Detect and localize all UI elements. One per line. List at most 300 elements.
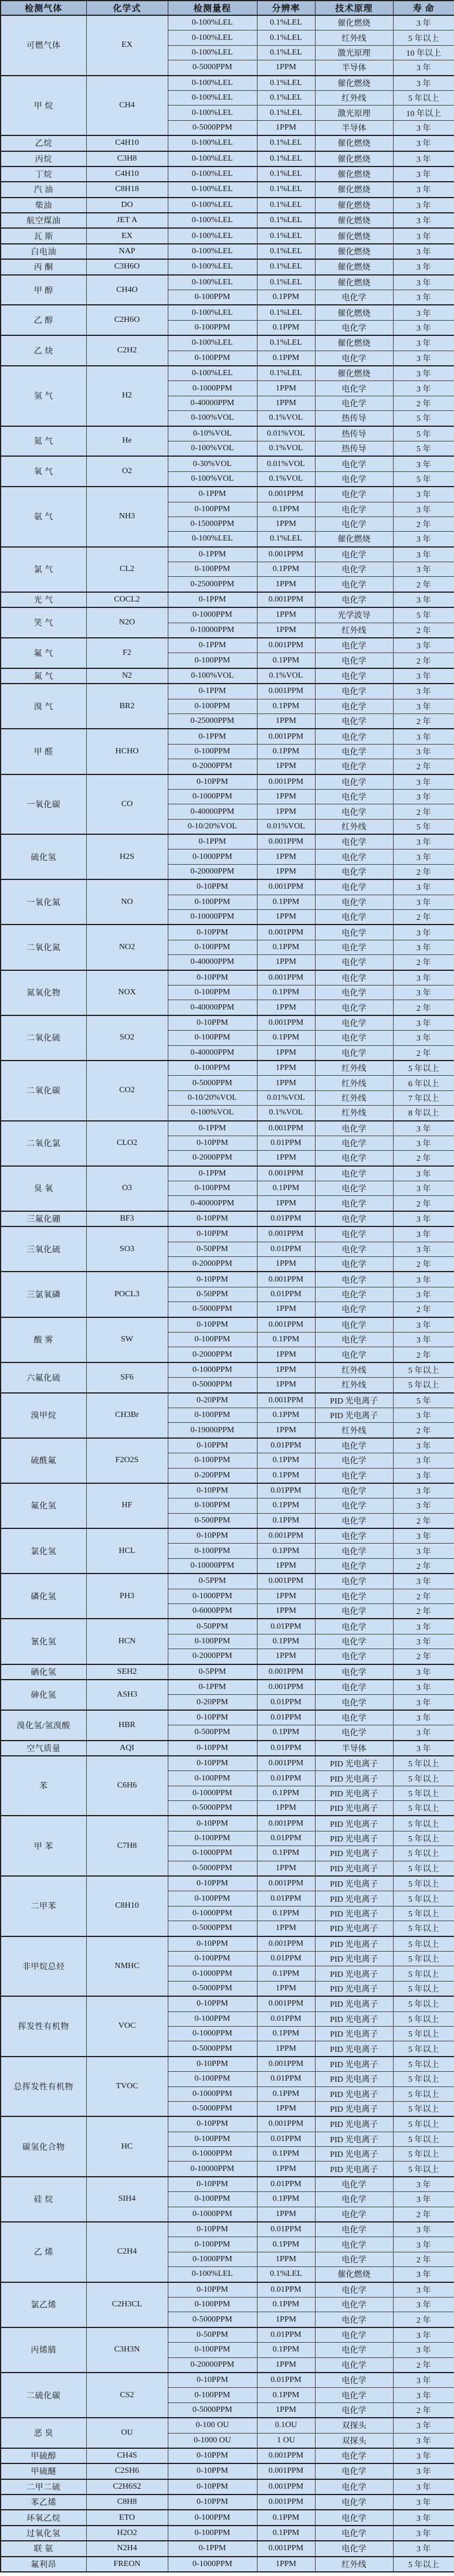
gas-name-cell: 酸 雾 — [1, 1317, 86, 1362]
header-row — [1, 1, 454, 15]
gas-name-cell: 硅 烷 — [1, 2177, 86, 2222]
column-header-lifespan: 寿 命 — [393, 1, 454, 15]
principle-cell: 催化燃烧 — [315, 2267, 393, 2282]
resolution-cell: 1PPM — [257, 713, 315, 729]
principle-cell: 电化学 — [315, 1347, 393, 1362]
gas-name-cell: 甲 醇 — [1, 275, 86, 305]
principle-cell: 电化学 — [315, 925, 393, 940]
formula-cell: NOX — [86, 970, 168, 1015]
range-cell: 0-10PPM — [168, 1438, 257, 1453]
resolution-cell: 0.1PPM — [257, 653, 315, 668]
table-row — [1, 1362, 454, 1378]
lifespan-cell: 3 年 — [393, 668, 454, 684]
principle-cell: 电化学 — [315, 577, 393, 592]
lifespan-cell: 3 年 — [393, 744, 454, 759]
range-cell: 0-100PPM — [168, 290, 257, 305]
principle-cell: 电化学 — [315, 2448, 393, 2463]
resolution-cell: 0.001PPM — [257, 2448, 315, 2463]
lifespan-cell: 5 年以上 — [393, 2147, 454, 2162]
formula-cell: CL2 — [86, 547, 168, 592]
range-cell: 0-10PPM — [168, 1483, 257, 1498]
formula-cell: SW — [86, 1317, 168, 1362]
lifespan-cell: 3 年 — [393, 638, 454, 653]
range-cell: 0-10PPM — [168, 2177, 257, 2192]
principle-cell: 电化学 — [315, 562, 393, 577]
lifespan-cell: 6 年以上 — [393, 1076, 454, 1090]
principle-cell: 电化学 — [315, 1015, 393, 1031]
gas-name-cell: 甲 烷 — [1, 76, 86, 136]
principle-cell: 电化学 — [315, 834, 393, 849]
table-row — [1, 244, 454, 259]
principle-cell: 电化学 — [315, 1513, 393, 1528]
resolution-cell: 1PPM — [257, 60, 315, 76]
formula-cell: JET A — [86, 213, 168, 228]
range-cell: 0-100%LEL — [168, 532, 257, 547]
range-cell: 0-100PPM — [168, 1498, 257, 1513]
lifespan-cell: 3 年 — [393, 2541, 454, 2556]
range-cell: 0-100PPM — [168, 1634, 257, 1649]
principle-cell: PID 光电离子 — [315, 2072, 393, 2086]
table-row — [1, 668, 454, 684]
gas-name-cell: 环氧乙烷 — [1, 2510, 86, 2525]
resolution-cell: 1PPM — [257, 1921, 315, 1936]
resolution-cell: 0.1%LEL — [257, 259, 315, 274]
resolution-cell: 0.1PPM — [257, 1786, 315, 1800]
gas-name-cell: 臭 氧 — [1, 1166, 86, 1211]
principle-cell: PID 光电离子 — [315, 1861, 393, 1876]
principle-cell: 电化学 — [315, 1649, 393, 1664]
range-cell: 0-100PPM — [168, 1408, 257, 1422]
formula-cell: C6H6 — [86, 1756, 168, 1816]
range-cell: 0-1000PPM — [168, 789, 257, 804]
table-row — [1, 1438, 454, 1453]
gas-name-cell: 氯 气 — [1, 547, 86, 592]
resolution-cell: 0.1PPM — [257, 2147, 315, 2162]
formula-cell: C3H8 — [86, 151, 168, 166]
principle-cell: 电化学 — [315, 1574, 393, 1589]
lifespan-cell: 3 年 — [393, 970, 454, 985]
gas-name-cell: 溴 气 — [1, 684, 86, 729]
resolution-cell: 0.01%VOL — [257, 819, 315, 834]
range-cell: 0-100%LEL — [168, 275, 257, 290]
formula-cell: H2 — [86, 366, 168, 426]
lifespan-cell: 5 年以上 — [393, 1378, 454, 1393]
lifespan-cell: 3 年 — [393, 351, 454, 366]
resolution-cell: 0.01PPM — [257, 1483, 315, 1498]
lifespan-cell: 5 年以上 — [393, 2557, 454, 2572]
principle-cell: 催化燃烧 — [315, 151, 393, 166]
resolution-cell: 0.001PPM — [257, 970, 315, 985]
range-cell: 0-5PPM — [168, 1574, 257, 1589]
range-cell: 0-5000PPM — [168, 2312, 257, 2327]
lifespan-cell: 3 年 — [393, 2222, 454, 2237]
table-row — [1, 607, 454, 623]
principle-cell: 红外线 — [315, 2557, 393, 2572]
lifespan-cell: 8 年以上 — [393, 1106, 454, 1121]
formula-cell: F2 — [86, 638, 168, 668]
formula-cell: C8H10 — [86, 1876, 168, 1936]
principle-cell: 电化学 — [315, 2463, 393, 2479]
resolution-cell: 1PPM — [257, 120, 315, 135]
range-cell: 0-1000PPM — [168, 1846, 257, 1861]
principle-cell: 电化学 — [315, 2207, 393, 2222]
gas-name-cell: 联 氨 — [1, 2541, 86, 2556]
principle-cell: PID 光电离子 — [315, 1846, 393, 1861]
range-cell: 0-100%LEL — [168, 259, 257, 274]
lifespan-cell: 5 年以上 — [393, 1921, 454, 1936]
lifespan-cell: 2 年 — [393, 864, 454, 879]
lifespan-cell: 3 年 — [393, 244, 454, 259]
range-cell: 0-10PPM — [168, 2057, 257, 2072]
gas-name-cell: 甲硫醚 — [1, 2463, 86, 2479]
range-cell: 0-50PPM — [168, 2327, 257, 2343]
principle-cell: 电化学 — [315, 1725, 393, 1741]
range-cell: 0-20000PPM — [168, 864, 257, 879]
range-cell: 0-1PPM — [168, 684, 257, 699]
principle-cell: 红外线 — [315, 1106, 393, 1121]
resolution-cell: 0.1PPM — [257, 1408, 315, 1422]
lifespan-cell: 3 年 — [393, 2418, 454, 2433]
range-cell: 0-10PPM — [168, 2495, 257, 2510]
lifespan-cell: 5 年以上 — [393, 2101, 454, 2116]
lifespan-cell: 2 年 — [393, 1302, 454, 1317]
gas-name-cell: 氮氧化物 — [1, 970, 86, 1015]
lifespan-cell: 3 年 — [393, 335, 454, 351]
range-cell: 0-5000PPM — [168, 1801, 257, 1816]
range-cell: 0-1PPM — [168, 1166, 257, 1181]
range-cell: 0-5000PPM — [168, 1076, 257, 1090]
range-cell: 0-40000PPM — [168, 1045, 257, 1061]
resolution-cell: 0.01PPM — [257, 2327, 315, 2343]
resolution-cell: 0.1PPM — [257, 2026, 315, 2041]
lifespan-cell: 5 年以上 — [393, 1861, 454, 1876]
resolution-cell: 0.001PPM — [257, 2479, 315, 2495]
formula-cell: HCL — [86, 1528, 168, 1574]
lifespan-cell: 3 年 — [393, 2479, 454, 2495]
gas-name-cell: 乙 烯 — [1, 2222, 86, 2282]
range-cell: 0-1000 OU — [168, 2433, 257, 2448]
principle-cell: PID 光电离子 — [315, 1891, 393, 1906]
resolution-cell: 0.1PPM — [257, 2297, 315, 2312]
gas-name-cell: 氢 气 — [1, 366, 86, 426]
range-cell: 0-20PPM — [168, 1393, 257, 1408]
resolution-cell: 0.01PPM — [257, 2177, 315, 2192]
principle-cell: 电化学 — [315, 2192, 393, 2207]
resolution-cell: 0.001PPM — [257, 2116, 315, 2132]
formula-cell: CO2 — [86, 1061, 168, 1121]
principle-cell: 电化学 — [315, 2510, 393, 2525]
formula-cell: N2H4 — [86, 2541, 168, 2556]
range-cell: 0-1PPM — [168, 487, 257, 502]
gas-name-cell: 空气质量 — [1, 1741, 86, 1756]
gas-name-cell: 丙 酮 — [1, 259, 86, 274]
range-cell: 0-5PPM — [168, 1664, 257, 1680]
lifespan-cell: 2 年 — [393, 2357, 454, 2373]
resolution-cell: 0.1%LEL — [257, 275, 315, 290]
resolution-cell: 0.01PPM — [257, 2222, 315, 2237]
range-cell: 0-2000PPM — [168, 1257, 257, 1272]
resolution-cell: 0.1%LEL — [257, 90, 315, 105]
lifespan-cell: 3 年 — [393, 1181, 454, 1196]
principle-cell: PID 光电离子 — [315, 1996, 393, 2011]
principle-cell: 红外线 — [315, 1061, 393, 1076]
principle-cell: 电化学 — [315, 879, 393, 895]
principle-cell: 电化学 — [315, 1121, 393, 1136]
principle-cell: 电化学 — [315, 910, 393, 925]
principle-cell: 电化学 — [315, 2297, 393, 2312]
table-row — [1, 275, 454, 290]
resolution-cell: 1PPM — [257, 1045, 315, 1061]
resolution-cell: 0.01PPM — [257, 2072, 315, 2086]
range-cell: 0-10/20%VOL — [168, 1090, 257, 1105]
table-row — [1, 1121, 454, 1136]
gas-name-cell: 三氟化硼 — [1, 1211, 86, 1226]
range-cell: 0-10000PPM — [168, 2162, 257, 2177]
resolution-cell: 0.001PPM — [257, 1756, 315, 1771]
lifespan-cell: 2 年 — [393, 2312, 454, 2327]
resolution-cell: 1PPM — [257, 1347, 315, 1362]
lifespan-cell: 3 年 — [393, 1242, 454, 1256]
gas-name-cell: 乙 醇 — [1, 305, 86, 335]
resolution-cell: 0.1PPM — [257, 2192, 315, 2207]
principle-cell: 电化学 — [315, 1136, 393, 1150]
range-cell: 0-1000PPM — [168, 2557, 257, 2572]
lifespan-cell: 5 年以上 — [393, 30, 454, 45]
lifespan-cell: 5 年以上 — [393, 1906, 454, 1921]
resolution-cell: 0.1%LEL — [257, 532, 315, 547]
principle-cell: PID 光电离子 — [315, 1906, 393, 1921]
lifespan-cell: 3 年 — [393, 275, 454, 290]
principle-cell: PID 光电离子 — [315, 1816, 393, 1831]
table-row — [1, 1741, 454, 1756]
table-row — [1, 1710, 454, 1725]
gas-name-cell: 磷化氢 — [1, 1574, 86, 1619]
lifespan-cell: 3 年 — [393, 2282, 454, 2298]
range-cell: 0-10PPM — [168, 925, 257, 940]
lifespan-cell: 5 年以上 — [393, 1952, 454, 1966]
formula-cell: PH3 — [86, 1574, 168, 1619]
resolution-cell: 0.01PPM — [257, 1741, 315, 1756]
range-cell: 0-100PPM — [168, 562, 257, 577]
principle-cell: 催化燃烧 — [315, 198, 393, 213]
principle-cell: 双探头 — [315, 2418, 393, 2433]
resolution-cell: 1 OU — [257, 2433, 315, 2448]
resolution-cell: 0.1%LEL — [257, 213, 315, 228]
table-row — [1, 1664, 454, 1680]
lifespan-cell: 2 年 — [393, 2252, 454, 2266]
lifespan-cell: 10 年以上 — [393, 106, 454, 120]
lifespan-cell: 3 年 — [393, 2373, 454, 2388]
table-body — [1, 15, 454, 2572]
range-cell: 0-1000PPM — [168, 2086, 257, 2101]
principle-cell: 红外线 — [315, 30, 393, 45]
principle-cell: 电化学 — [315, 1181, 393, 1196]
principle-cell: 催化燃烧 — [315, 213, 393, 228]
principle-cell: 电化学 — [315, 744, 393, 759]
resolution-cell: 0.001PPM — [257, 1015, 315, 1031]
range-cell: 0-200PPM — [168, 1468, 257, 1483]
principle-cell: 半导体 — [315, 60, 393, 76]
principle-cell: 电化学 — [315, 1695, 393, 1710]
resolution-cell: 0.01PPM — [257, 1438, 315, 1453]
range-cell: 0-100PPM — [168, 1181, 257, 1196]
range-cell: 0-5000PPM — [168, 120, 257, 135]
lifespan-cell: 5 年以上 — [393, 1061, 454, 1076]
formula-cell: C7H8 — [86, 1816, 168, 1876]
range-cell: 0-2000PPM — [168, 1151, 257, 1166]
resolution-cell: 0.1%LEL — [257, 335, 315, 351]
gas-name-cell: 瓦 斯 — [1, 228, 86, 243]
table-row — [1, 2177, 454, 2192]
resolution-cell: 0.1%LEL — [257, 166, 315, 182]
lifespan-cell: 3 年 — [393, 532, 454, 547]
range-cell: 0-100%LEL — [168, 106, 257, 120]
resolution-cell: 1PPM — [257, 864, 315, 879]
table-row — [1, 1876, 454, 1891]
formula-cell: N2 — [86, 668, 168, 684]
principle-cell: 电化学 — [315, 684, 393, 699]
range-cell: 0-30%VOL — [168, 456, 257, 471]
gas-name-cell: 硫酰氟 — [1, 1438, 86, 1483]
resolution-cell: 1PPM — [257, 2557, 315, 2572]
principle-cell: 催化燃烧 — [315, 228, 393, 243]
range-cell: 0-100%VOL — [168, 471, 257, 487]
range-cell: 0-10PPM — [168, 1015, 257, 1031]
principle-cell: 电化学 — [315, 2526, 393, 2541]
lifespan-cell: 5 年以上 — [393, 1786, 454, 1800]
principle-cell: 电化学 — [315, 351, 393, 366]
principle-cell: 电化学 — [315, 985, 393, 1000]
formula-cell: H2O2 — [86, 2526, 168, 2541]
gas-name-cell: 氧 气 — [1, 456, 86, 487]
range-cell: 0-100%LEL — [168, 213, 257, 228]
range-cell: 0-100%LEL — [168, 182, 257, 197]
range-cell: 0-100%LEL — [168, 76, 257, 91]
principle-cell: 电化学 — [315, 1031, 393, 1045]
lifespan-cell: 2 年 — [393, 516, 454, 531]
lifespan-cell: 3 年 — [393, 1544, 454, 1558]
table-row — [1, 729, 454, 744]
lifespan-cell: 3 年 — [393, 699, 454, 713]
lifespan-cell: 3 年 — [393, 166, 454, 182]
range-cell: 0-50PPM — [168, 1619, 257, 1634]
principle-cell: 红外线 — [315, 623, 393, 638]
range-cell: 0-1PPM — [168, 729, 257, 744]
resolution-cell: 1PPM — [257, 1257, 315, 1272]
principle-cell: 热传导 — [315, 426, 393, 441]
resolution-cell: 0.001PPM — [257, 879, 315, 895]
lifespan-cell: 5 年以上 — [393, 1846, 454, 1861]
lifespan-cell: 3 年 — [393, 2510, 454, 2525]
range-cell: 0-100%LEL — [168, 15, 257, 30]
range-cell: 0-10PPM — [168, 1756, 257, 1771]
formula-cell: O3 — [86, 1166, 168, 1211]
table-row — [1, 1226, 454, 1242]
range-cell: 0-10/20%VOL — [168, 819, 257, 834]
table-row — [1, 1680, 454, 1695]
gas-name-cell: 丁烷 — [1, 166, 86, 182]
gas-name-cell: 笑 气 — [1, 607, 86, 638]
range-cell: 0-50PPM — [168, 1287, 257, 1301]
range-cell: 0-5000PPM — [168, 1861, 257, 1876]
table-row — [1, 166, 454, 182]
range-cell: 0-100PPM — [168, 895, 257, 909]
column-header-resolution: 分辨率 — [257, 1, 315, 15]
table-row — [1, 2557, 454, 2572]
resolution-cell: 0.001PPM — [257, 1272, 315, 1287]
range-cell: 0-20000PPM — [168, 2357, 257, 2373]
gas-name-cell: 二甲苯 — [1, 1876, 86, 1936]
range-cell: 0-10PPM — [168, 1317, 257, 1333]
gas-name-cell: 恶 臭 — [1, 2418, 86, 2448]
principle-cell: 红外线 — [315, 90, 393, 105]
range-cell: 0-1000PPM — [168, 607, 257, 623]
resolution-cell: 0.1%LEL — [257, 366, 315, 381]
lifespan-cell: 3 年 — [393, 547, 454, 562]
table-row — [1, 2448, 454, 2463]
principle-cell: 电化学 — [315, 547, 393, 562]
principle-cell: 电化学 — [315, 516, 393, 531]
formula-cell: H2S — [86, 834, 168, 879]
lifespan-cell: 3 年 — [393, 151, 454, 166]
resolution-cell: 0.1%LEL — [257, 182, 315, 197]
range-cell: 0-10PPM — [168, 2282, 257, 2298]
principle-cell: 双探头 — [315, 2433, 393, 2448]
range-cell: 0-10PPM — [168, 1876, 257, 1891]
table-row — [1, 1756, 454, 1771]
principle-cell: 催化燃烧 — [315, 15, 393, 30]
lifespan-cell: 5 年 — [393, 607, 454, 623]
range-cell: 0-40000PPM — [168, 804, 257, 819]
formula-cell: SEH2 — [86, 1664, 168, 1680]
principle-cell: 电化学 — [315, 2177, 393, 2192]
lifespan-cell: 3 年 — [393, 562, 454, 577]
principle-cell: 催化燃烧 — [315, 166, 393, 182]
table-row — [1, 638, 454, 653]
range-cell: 0-100PPM — [168, 2011, 257, 2026]
table-row — [1, 76, 454, 91]
principle-cell: 催化燃烧 — [315, 76, 393, 91]
principle-cell: 电化学 — [315, 1045, 393, 1061]
principle-cell: PID 光电离子 — [315, 1921, 393, 1936]
formula-cell: HCN — [86, 1619, 168, 1664]
resolution-cell: 0.001PPM — [257, 2541, 315, 2556]
formula-cell: FREON — [86, 2557, 168, 2572]
resolution-cell: 0.1%LEL — [257, 76, 315, 91]
lifespan-cell: 3 年 — [393, 1438, 454, 1453]
resolution-cell: 1PPM — [257, 1196, 315, 1211]
range-cell: 0-100PPM — [168, 699, 257, 713]
table-row — [1, 1061, 454, 1076]
range-cell: 0-100PPM — [168, 1332, 257, 1347]
range-cell: 0-100PPM — [168, 320, 257, 335]
resolution-cell: 0.01%VOL — [257, 1090, 315, 1105]
resolution-cell: 1PPM — [257, 2041, 315, 2057]
resolution-cell: 0.01PPM — [257, 1211, 315, 1226]
principle-cell: 电化学 — [315, 2282, 393, 2298]
resolution-cell: 1PPM — [257, 1423, 315, 1438]
lifespan-cell: 2 年 — [393, 653, 454, 668]
principle-cell: 电化学 — [315, 1226, 393, 1242]
lifespan-cell: 2 年 — [393, 1513, 454, 1528]
lifespan-cell: 2 年 — [393, 713, 454, 729]
lifespan-cell: 5 年以上 — [393, 1831, 454, 1846]
resolution-cell: 0.01PPM — [257, 1891, 315, 1906]
resolution-cell: 1PPM — [257, 623, 315, 638]
lifespan-cell: 3 年 — [393, 305, 454, 320]
formula-cell: ETO — [86, 2510, 168, 2525]
resolution-cell: 0.1PPM — [257, 1031, 315, 1045]
